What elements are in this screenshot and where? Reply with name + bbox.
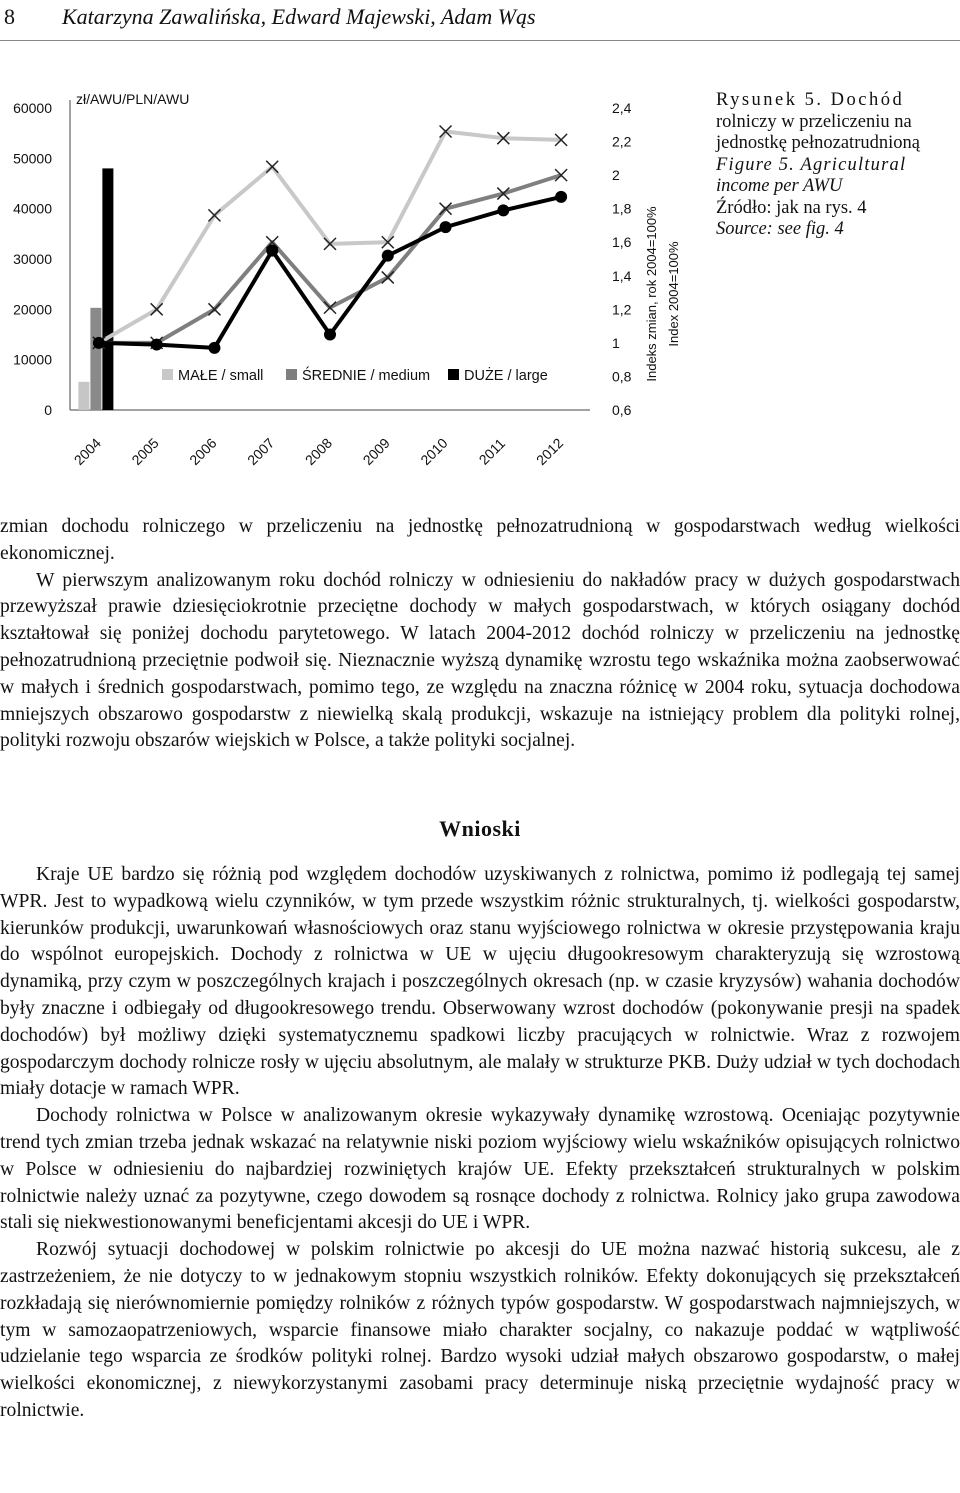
paragraph-3: Kraje UE bardzo się różnią pod względem dochodów uzyskiwanych z rolnictwa, pomimo iż podlegają tej samej WPR. Jest to wypadkową wielu czynników, w tym przede wszystkim różnic strukturalnych, tj. wielkości gospodarstw, kierunków produkcji, uwarunkowań własnościowych oraz stanu wyjściowego rolnictwa w okresie przystępowania kraju do wspólnot europejskich. Dochody z rolnictwa w UE w ujęciu długookresowym charakteryzują się wzrostową dynamiką, przy czym w poszczególnych krajach i poszczególnych okresach (np. w czasie kryzysów) wahania dochodów były znaczne i odbiegały od długookresowego trendu. Obserwowany wzrost dochodów (pokonywanie presji na spadek dochodów) był możliwy dzięki systematycznemu spadkowi liczby pracujących w rolnictwie. Wraz z rozwojem gospodarczym dochody rolnicze rosły w ujęciu absolutnym, ale malały w strukturze PKB. Duży udział w tych dochodach miały dotacje w ramach WPR.	[0, 864, 960, 1100]
right-tick-label: 2,2	[612, 133, 632, 150]
caption-en-line2: income per AWU	[716, 176, 843, 196]
income-chart	[0, 80, 700, 480]
bar-2004-3	[102, 168, 113, 410]
category-label: 2010	[417, 434, 451, 469]
series-point-3	[382, 250, 394, 262]
category-label: 2004	[70, 434, 105, 469]
legend-swatch-2	[286, 369, 297, 380]
figure	[0, 80, 960, 480]
series-point-3	[151, 339, 163, 351]
caption-pl-line3: jednostkę pełnozatrudnioną	[716, 133, 920, 153]
caption-pl-line2: rolniczy w przeliczeniu na	[716, 111, 912, 132]
running-head: Katarzyna Zawalińska, Edward Majewski, Adam Wąs	[62, 4, 536, 29]
category-label: 2011	[475, 435, 509, 468]
category-label: 2012	[532, 434, 567, 469]
right-tick-label: 1,2	[612, 301, 632, 318]
series-point-3	[440, 221, 452, 233]
series-line-1	[99, 131, 561, 342]
right-tick-label: 1	[612, 334, 620, 351]
series-point-1	[266, 161, 278, 173]
series-line-2	[99, 175, 561, 343]
left-tick-label: 30000	[13, 251, 52, 267]
paragraph-5: Rozwój sytuacji dochodowej w polskim rolnictwie po akcesji do UE można nazwać historią sukcesu, ale z zastrzeżeniem, że nie dotyczy to w jednakowym stopniu wszystkich rolników. Efekty dokonujących się przekształceń rozkładają się nierównomiernie pomiędzy rolników z różnych typów gospodarstw. W gospodarstwach najmniejszych, w tym w samozaopatrzeniowych, wsparcie finansowe miało charakter socjalny, co nakazuje poddać w wątpliwość udzielanie tego wsparcia ze środków polityki rolnej. Bardzo wysoki udział małych obszarowo gospodarstw, o małej wielkości ekonomicznej, z niewykorzystanymi zasobami pracy determinuje niską przeciętnie wydajność pracy w rolnictwie.	[0, 1239, 960, 1421]
body-text-top	[0, 514, 960, 755]
page-header	[0, 0, 960, 41]
right-tick-label: 1,6	[612, 234, 632, 251]
left-axis-title: zł/AWU/PLN/AWU	[76, 91, 190, 107]
right-tick-label: 1,4	[612, 267, 632, 284]
section-title: Wnioski	[439, 816, 521, 841]
right-axis-title-en: Index 2004=100%	[666, 241, 681, 347]
legend-swatch-3	[448, 369, 459, 380]
category-label: 2007	[244, 434, 278, 469]
caption-en-label: Figure 5. Agricultural	[716, 154, 907, 175]
legend-swatch-1	[162, 369, 173, 380]
category-label: 2005	[128, 434, 162, 469]
series-point-3	[266, 245, 278, 257]
left-tick-label: 20000	[13, 301, 52, 318]
series-point-3	[208, 342, 220, 354]
left-tick-label: 50000	[13, 150, 52, 167]
series-point-3	[93, 337, 105, 349]
paragraph-4: Dochody rolnictwa w Polsce w analizowanym okresie wykazywały dynamikę wzrostową. Oceniając pozytywnie trend tych zmian trzeba jednak wskazać na relatywnie niski poziom wyjściowy wielu wskaźników opisujących rolnictwo w Polsce w odniesieniu do najbardziej rozwiniętych krajów UE. Efekty przekształceń strukturalnych w polskim rolnictwie należy uznać za pozytywne, czego dowodem są rosnące dochody z rolnictwa. Rolnicy jako grupa zawodowa stali się niekwestionowanymi beneficjentami akcesji do UE i WPR.	[0, 1105, 960, 1234]
series-point-1	[208, 209, 220, 221]
bar-2004-2	[90, 308, 101, 410]
left-tick-label: 10000	[13, 351, 52, 368]
series-point-3	[324, 329, 336, 341]
right-tick-label: 2	[612, 167, 620, 184]
caption-source-en: Source: see fig. 4	[716, 219, 844, 239]
category-label: 2008	[301, 434, 336, 469]
category-label: 2006	[186, 434, 220, 469]
left-tick-label: 0	[44, 402, 52, 418]
left-tick-label: 60000	[13, 100, 52, 116]
right-tick-label: 0,8	[612, 368, 632, 385]
figure-caption	[716, 90, 960, 241]
category-label: 2009	[359, 434, 393, 469]
caption-source-pl: Źródło: jak na rys. 4	[716, 197, 867, 218]
series-point-1	[151, 303, 163, 315]
page-number: 8	[4, 4, 15, 29]
legend-label-3: DUŻE / large	[464, 368, 548, 384]
right-tick-label: 1,8	[612, 200, 632, 217]
body-text-bottom	[0, 862, 960, 1425]
bar-2004-1	[78, 382, 89, 410]
series-point-2	[208, 303, 220, 315]
series-point-3	[555, 191, 567, 203]
paragraph-1: zmian dochodu rolniczego w przeliczeniu na jednostkę pełnozatrudnioną w gospodarstwach według wielkości ekonomicznej.	[0, 516, 960, 564]
paragraph-2: W pierwszym analizowanym roku dochód rolniczy w odniesieniu do nakładów pracy w dużych gospodarstwach przewyższał prawie dziesięciokrotnie przeciętne dochody w małych gospodarstwach, w których osiągany dochód kształtował się poniżej dochodu parytetowego. W latach 2004-2012 dochód rolniczy w przeliczeniu na jednostkę pełnozatrudnioną przeciętnie podwoił się. Nieznacznie wyższą dynamikę wzrostu tego wskaźnika można zaobserwować w małych i średnich gospodarstwach, pomimo tego, ze względu na znaczna różnicę w 2004 roku, sytuacja dochodowa mniejszych obszarowo gospodarstw z niewielką skalą produkcji, wskazuje na istniejący problem dla polityki rolnej, polityki rozwoju obszarów wiejskich w Polsce, a także polityki socjalnej.	[0, 569, 960, 752]
legend-label-2: ŚREDNIE / medium	[302, 368, 431, 384]
series-point-3	[497, 204, 509, 216]
left-tick-label: 40000	[13, 200, 52, 217]
right-axis-title-pl: Indeks zmian, rok 2004=100%	[644, 206, 659, 382]
right-tick-label: 2,4	[612, 100, 632, 116]
legend-label-1: MAŁE / small	[178, 368, 264, 384]
caption-pl-label: Rysunek 5. Dochód	[716, 90, 905, 110]
right-tick-label: 0,6	[612, 402, 632, 418]
series-line-3	[99, 197, 561, 348]
